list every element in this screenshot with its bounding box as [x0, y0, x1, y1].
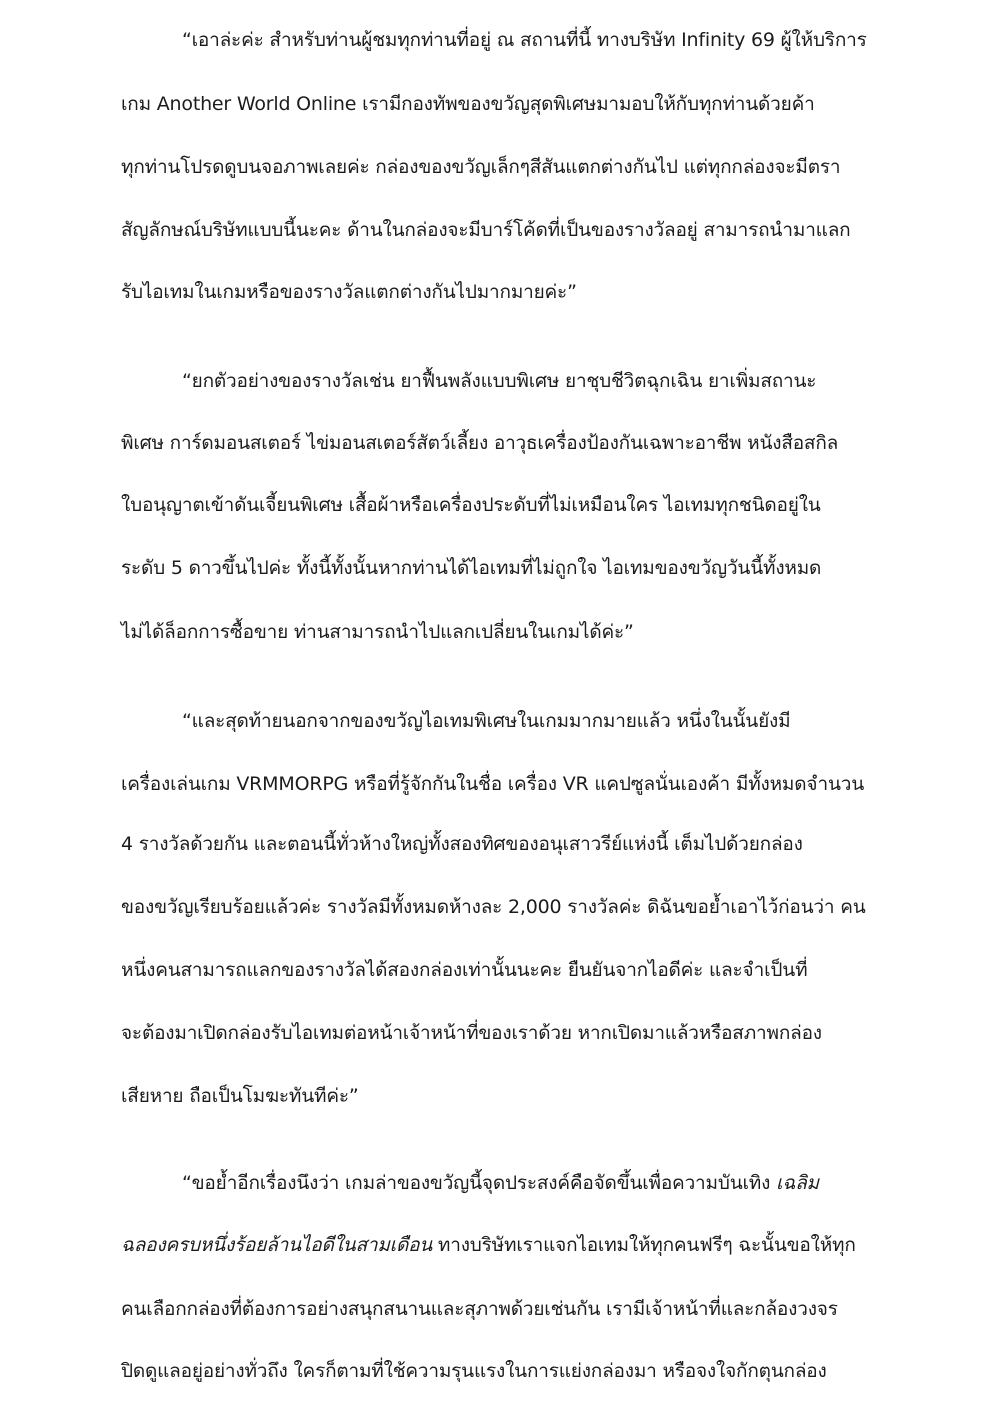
- paragraph-2-line-2: พิเศษ การ์ดมอนสเตอร์ ไข่มอนสเตอร์สัตว์เลี้ยง อาวุธเครื่องป้องกันเฉพาะอาชีพ หนังสือสกิล: [121, 432, 839, 454]
- paragraph-1-line-1: “เอาล่ะค่ะ สำหรับท่านผู้ชมทุกท่านที่อยู่ ณ สถานที่นี้ ทางบริษัท Infinity 69 ผู้ให้บริการ: [182, 29, 867, 51]
- paragraph-1-line-5: รับไอเทมในเกมหรือของรางวัลแตกต่างกันไปมากมายค่ะ”: [121, 281, 577, 303]
- paragraph-3-line-6: จะต้องมาเปิดกล่องรับไอเทมต่อหน้าเจ้าหน้าที่ของเราด้วย หากเปิดมาแล้วหรือสภาพกล่อง: [121, 1022, 822, 1044]
- paragraph-3-line-5: หนึ่งคนสามารถแลกของรางวัลได้สองกล่องเท่านั้นนะคะ ยืนยันจากไอดีค่ะ และจำเป็นที่: [121, 959, 808, 981]
- paragraph-4-line-2: [121, 1230, 856, 1260]
- paragraph-3-line-3: 4 รางวัลด้วยกัน และตอนนี้ทั่วห้างใหญ่ทั้งสองทิศของอนุเสาวรีย์แห่งนี้ เต็มไปด้วยกล่อง: [121, 833, 803, 855]
- paragraph-4-line-3: คนเลือกกล่องที่ต้องการอย่างสนุกสนานและสุภาพด้วยเช่นกัน เรามีเจ้าหน้าที่และกล้องวงจร: [121, 1298, 838, 1320]
- paragraph-1-line-2: เกม Another World Online เรามีกองทัพของขวัญสุดพิเศษมามอบให้กับทุกท่านด้วยค้า: [121, 93, 815, 115]
- paragraph-1-line-4: สัญลักษณ์บริษัทแบบนี้นะคะ ด้านในกล่องจะมีบาร์โค้ดที่เป็นของรางวัลอยู่ สามารถนำมาแลก: [121, 219, 851, 241]
- italic-fragment: เฉลิม: [776, 1172, 819, 1194]
- paragraph-2-line-3: ใบอนุญาตเข้าดันเจี้ยนพิเศษ เสื้อผ้าหรือเครื่องประดับที่ไม่เหมือนใคร ไอเทมทุกชนิดอยู่ใน: [121, 494, 821, 516]
- paragraph-3-line-1: “และสุดท้ายนอกจากของขวัญไอเทมพิเศษในเกมมากมายแล้ว หนึ่งในนั้นยังมี: [182, 710, 791, 732]
- paragraph-4-line-2-text: ทางบริษัทเราแจกไอเทมให้ทุกคนฟรีๆ ฉะนั้นขอให้ทุก: [432, 1234, 856, 1256]
- paragraph-2-line-1: “ยกตัวอย่างของรางวัลเช่น ยาฟื้นพลังแบบพิเศษ ยาชุบชีวิตฉุกเฉิน ยาเพิ่มสถานะ: [182, 370, 817, 392]
- paragraph-4-line-4: ปิดดูแลอยู่อย่างทั่วถึง ใครก็ตามที่ใช้ความรุนแรงในการแย่งกล่องมา หรือจงใจกักตุนกล่อง: [121, 1360, 827, 1382]
- paragraph-3-line-7: เสียหาย ถือเป็นโมฆะทันทีค่ะ”: [121, 1085, 359, 1107]
- italic-phrase: ฉลองครบหนึ่งร้อยล้านไอดีในสามเดือน: [121, 1234, 433, 1256]
- paragraph-2-line-5: ไม่ได้ล็อกการซื้อขาย ท่านสามารถนำไปแลกเปลี่ยนในเกมได้ค่ะ”: [121, 621, 634, 643]
- paragraph-4-line-1: [182, 1168, 819, 1198]
- paragraph-4-line-1-text: “ขอย้ำอีกเรื่องนึงว่า เกมล่าของขวัญนี้จุดประสงค์คือจัดขึ้นเพื่อความบันเทิง: [182, 1172, 777, 1194]
- paragraph-3-line-2: เครื่องเล่นเกม VRMMORPG หรือที่รู้จักกันในชื่อ เครื่อง VR แคปซูลนั่นเองค้า มีทั้งหมดจำนวน: [121, 773, 865, 795]
- paragraph-3-line-4: ของขวัญเรียบร้อยแล้วค่ะ รางวัลมีทั้งหมดห้างละ 2,000 รางวัลค่ะ ดิฉันขอย้ำเอาไว้ก่อนว่า คน: [121, 896, 866, 918]
- paragraph-1-line-3: ทุกท่านโปรดดูบนจอภาพเลยค่ะ กล่องของขวัญเล็กๆสีสันแตกต่างกันไป แต่ทุกกล่องจะมีตรา: [121, 156, 841, 178]
- paragraph-2-line-4: ระดับ 5 ดาวขึ้นไปค่ะ ทั้งนี้ทั้งนั้นหากท่านได้ไอเทมที่ไม่ถูกใจ ไอเทมของขวัญวันนี้ทั้งหมด: [121, 557, 822, 579]
